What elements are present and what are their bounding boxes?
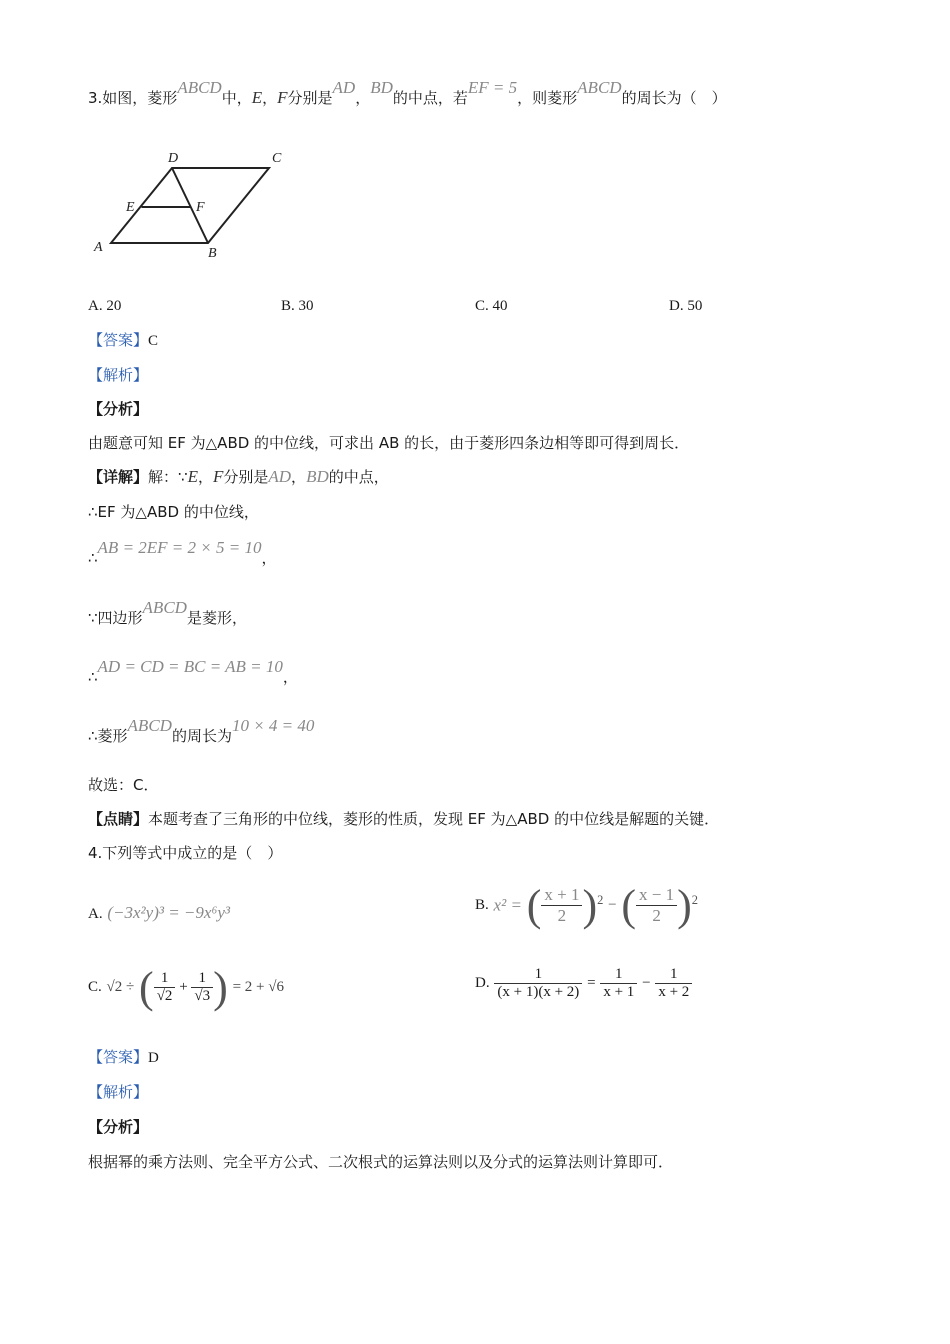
rhombus-figure (88, 145, 303, 265)
q4-answer: 【答案】D (88, 1048, 159, 1066)
q3-detail: 【详解】解：∵E，F分别是AD，BD的中点， (88, 467, 389, 486)
q3-option-c: C. 40 (475, 298, 508, 314)
q3-answer: 【答案】C (88, 331, 159, 349)
q3-dianjing: 【点睛】本题考查了三角形的中位线，菱形的性质，发现 EF 为△ABD 的中位线是解题的关键． (88, 810, 720, 828)
q3-step2: ∴AB = 2EF = 2 × 5 = 10， (88, 538, 277, 567)
q4-option-b: B. x² = ( $\frac{x + 1}{2}$ )$^2$ − ( $\frac{x - 1}{2}$ )$^2$ (475, 881, 699, 930)
q4-option-a: A. (−3x²y)³ = −9x⁶y³ (88, 903, 230, 922)
label-c: C (272, 151, 282, 166)
q3-analysis-tag: 【解析】 (88, 366, 149, 384)
q4-option-c: C. √2 ÷ ( $\frac{1}{√2}$ + $\frac{1}{√3}$ ) = 2 + √6 (88, 963, 284, 1012)
q4-stem: 4.下列等式中成立的是（ ） (88, 844, 283, 862)
q3-option-b: B. 30 (281, 298, 314, 314)
q4-fenxi-tag: 【分析】 (88, 1118, 149, 1136)
label-e: E (126, 200, 135, 215)
label-f: F (196, 200, 205, 215)
q3-step5: ∴菱形ABCD的周长为10 × 4 = 40 (88, 716, 315, 745)
q3-step3: ∵四边形ABCD是菱形， (88, 598, 247, 627)
q3-stem: 3.如图，菱形ABCD中，E，F分别是AD，BD的中点，若EF = 5，则菱形ABCD的周长为（ ） (88, 78, 727, 107)
label-d: D (168, 151, 179, 166)
label-a: A (94, 240, 103, 255)
q3-fenxi-tag: 【分析】 (88, 400, 149, 418)
q4-option-d: D. $\frac{1}{(x + 1)(x + 2)}$ = $\frac{1}{x + 1}$ − $\frac{1}{x + 2}$ (475, 966, 692, 1001)
q3-step1: ∴EF 为△ABD 的中位线， (88, 503, 259, 521)
q3-option-d: D. 50 (669, 298, 703, 314)
label-b: B (208, 246, 217, 261)
q3-step4: ∴AD = CD = BC = AB = 10， (88, 657, 298, 686)
q4-fenxi: 根据幂的乘方法则、完全平方公式、二次根式的运算法则以及分式的运算法则计算即可． (88, 1153, 674, 1171)
q4-analysis-tag: 【解析】 (88, 1083, 149, 1101)
rhombus-lines (111, 168, 269, 243)
q3-option-a: A. 20 (88, 298, 122, 314)
q3-choose: 故选：C． (88, 776, 159, 794)
q3-fenxi: 由题意可知 EF 为△ABD 的中位线，可求出 AB 的长，由于菱形四条边相等即可得到周长． (88, 434, 690, 452)
